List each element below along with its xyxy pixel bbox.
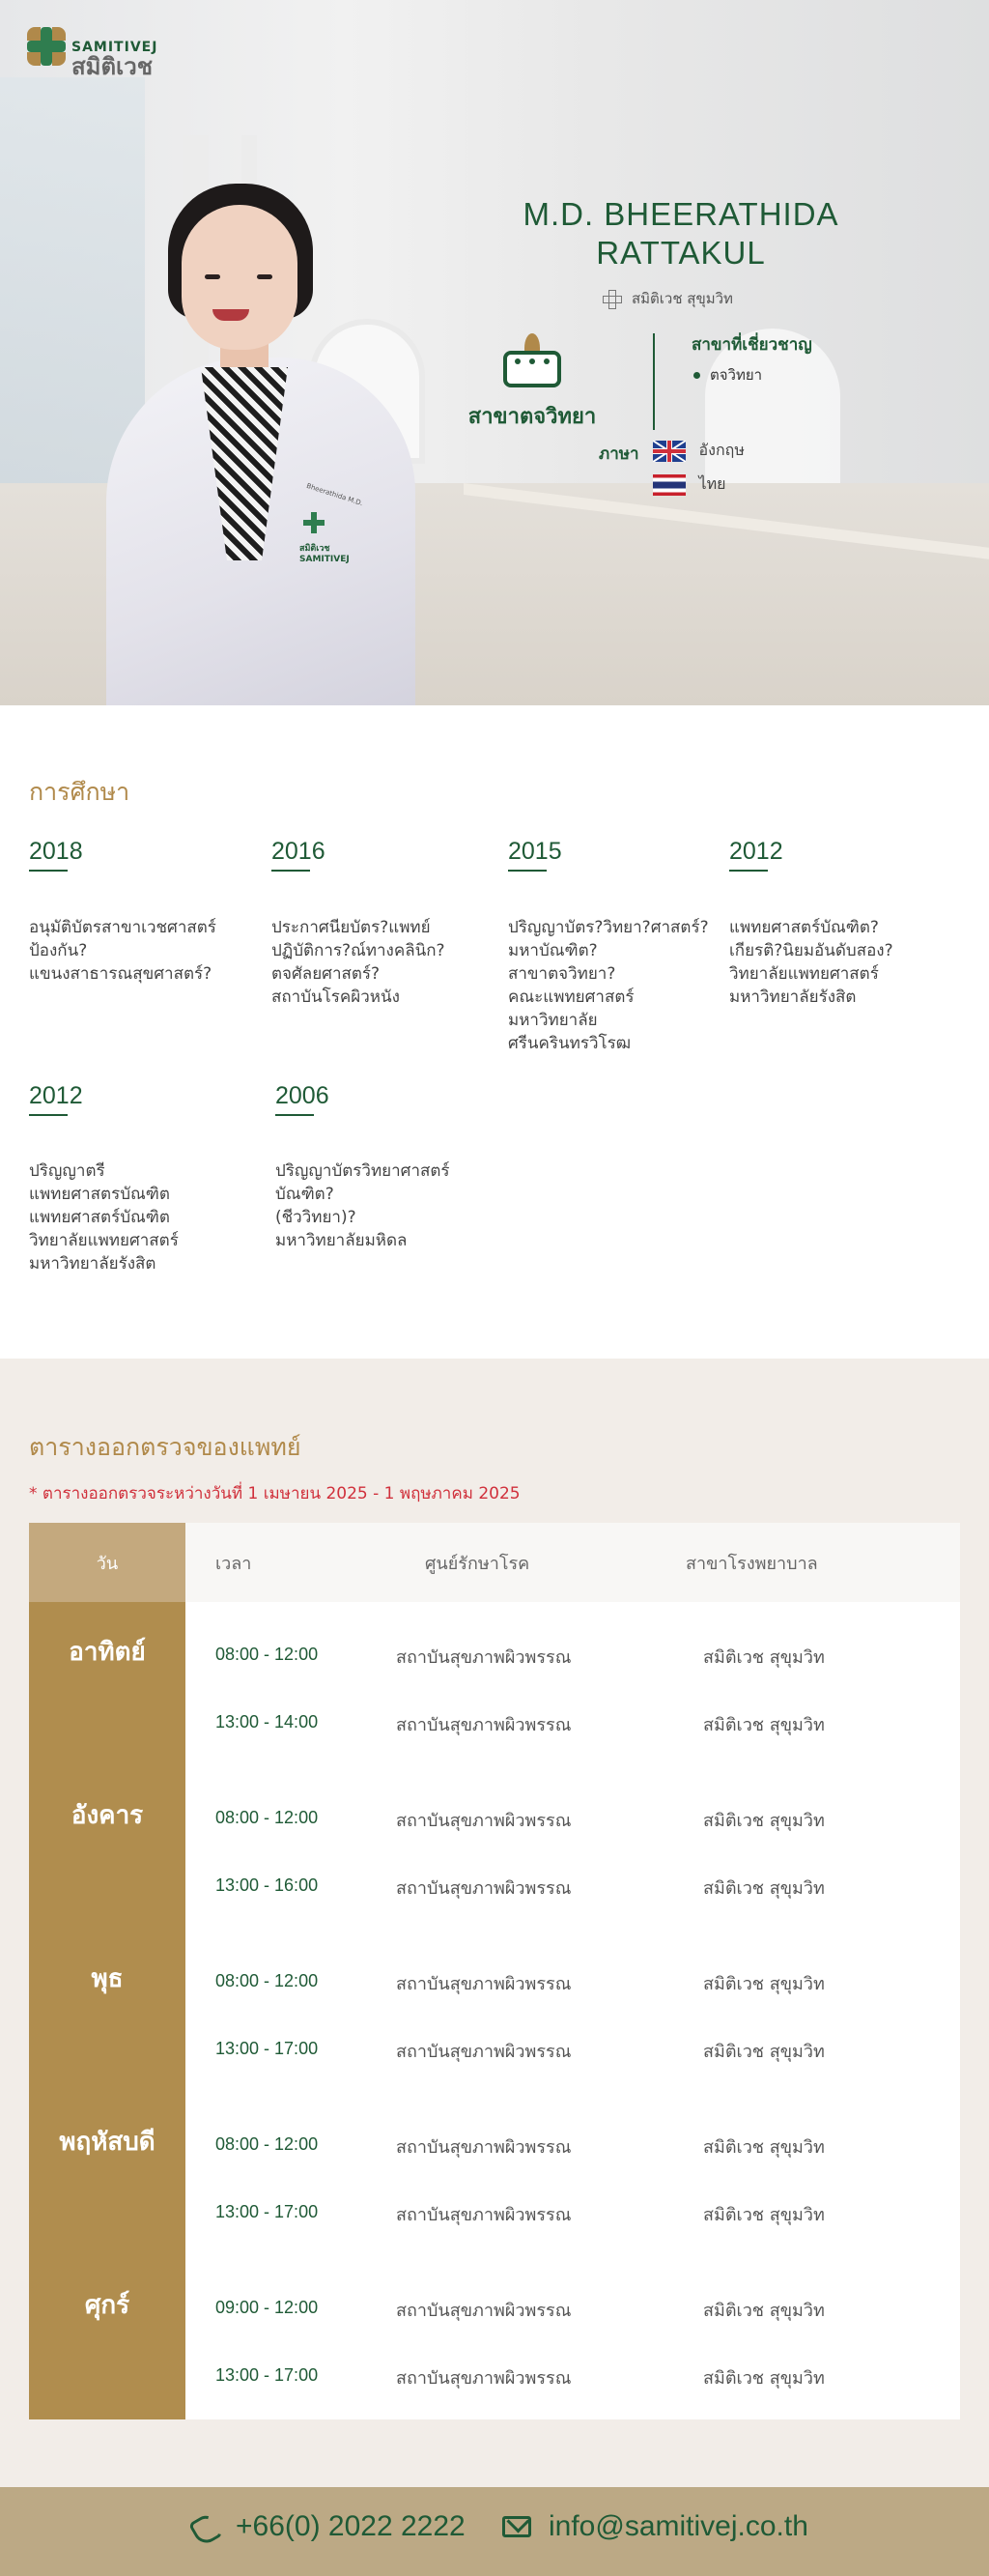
logo-cross-icon xyxy=(27,27,66,66)
phone-link[interactable] xyxy=(189,2510,466,2543)
table-cell-branch: สมิติเวช สุขุมวิท xyxy=(703,2368,825,2389)
education-year: 2012 xyxy=(729,838,783,865)
hero-banner xyxy=(0,0,989,705)
table-cell-time: 13:00 - 17:00 xyxy=(215,2365,319,2385)
day-label: อังคาร xyxy=(71,1801,144,1830)
phone-icon xyxy=(189,2512,218,2541)
specialty-label: สาขาตจวิทยา xyxy=(467,405,597,429)
education-text: ประกาศนียบัตร?แพทย์ ปฏิบัติการ?ณ์ทางคลินิก? ตจศัลยศาสตร์? สถาบันโรคผิวหนัง xyxy=(271,918,445,1007)
table-cell-branch: สมิติเวช สุขุมวิท xyxy=(703,1878,825,1899)
language-thai: ไทย xyxy=(653,472,745,497)
education-text: แพทยศาสตร์บัณฑิต? เกียรติ?นิยมอันดับสอง? วิทยาลัยแพทยศาสตร์ มหาวิทยาลัยรังสิต xyxy=(729,918,893,1007)
table-cell-center: สถาบันสุขภาพผิวพรรณ xyxy=(396,2368,572,2389)
table-cell-time: 13:00 - 16:00 xyxy=(215,1875,319,1895)
header-time: เวลา xyxy=(215,1553,252,1574)
education-year: 2012 xyxy=(29,1082,83,1109)
table-cell-time: 08:00 - 12:00 xyxy=(215,2134,319,2154)
table-cell-branch: สมิติเวช สุขุมวิท xyxy=(703,2205,825,2225)
phone-number: +66(0) 2022 2222 xyxy=(236,2510,466,2542)
education-text: ปริญญาตรี แพทยศาสตรบัณฑิต แพทยศาสตร์บัณฑิต วิทยาลัยแพทยศาสตร์ มหาวิทยาลัยรังสิต xyxy=(29,1161,179,1274)
schedule-title: ตารางออกตรวจของแพทย์ xyxy=(29,1433,301,1461)
table-cell-center: สถาบันสุขภาพผิวพรรณ xyxy=(396,1974,572,1994)
table-cell-branch: สมิติเวช สุขุมวิท xyxy=(703,2301,825,2321)
education-year: 2015 xyxy=(508,838,562,865)
schedule-table xyxy=(29,1523,960,2419)
table-cell-branch: สมิติเวช สุขุมวิท xyxy=(703,1647,825,1668)
table-cell-time: 13:00 - 17:00 xyxy=(215,2039,319,2058)
education-text: ปริญญาบัตรวิทยาศาสตร์ บัณฑิต? (ชีววิทยา)? มหาวิทยาลัยมหิดล xyxy=(275,1161,450,1250)
day-label: พุธ xyxy=(91,1964,124,1993)
specialty-block xyxy=(460,333,605,433)
expertise-item: ตจวิทยา xyxy=(692,363,812,386)
education-year: 2006 xyxy=(275,1082,329,1109)
thai-flag-icon xyxy=(653,474,686,496)
language-label: ภาษา xyxy=(599,444,639,464)
bullet-icon xyxy=(693,372,700,379)
table-cell-center: สถาบันสุขภาพผิวพรรณ xyxy=(396,2042,572,2062)
table-cell-time: 08:00 - 12:00 xyxy=(215,1971,319,1990)
table-cell-center: สถาบันสุขภาพผิวพรรณ xyxy=(396,2137,572,2158)
day-label: พฤหัสบดี xyxy=(59,2128,155,2157)
expertise-title: สาขาที่เชี่ยวชาญ xyxy=(692,335,812,355)
table-cell-time: 08:00 - 12:00 xyxy=(215,1808,319,1827)
expertise-block xyxy=(692,331,812,386)
hospital-branch xyxy=(603,287,733,310)
table-cell-center: สถาบันสุขภาพผิวพรรณ xyxy=(396,1811,572,1831)
languages-block xyxy=(599,439,745,497)
email-address: info@samitivej.co.th xyxy=(549,2510,808,2542)
divider xyxy=(653,333,655,430)
header-day: วัน xyxy=(29,1523,185,1602)
day-label: ศุกร์ xyxy=(84,2291,130,2320)
day-label: อาทิตย์ xyxy=(69,1638,146,1667)
table-cell-branch: สมิติเวช สุขุมวิท xyxy=(703,2042,825,2062)
table-cell-center: สถาบันสุขภาพผิวพรรณ xyxy=(396,1715,572,1735)
table-header xyxy=(29,1523,960,1602)
doctor-name: M.D. BHEERATHIDA RATTAKUL xyxy=(523,196,839,271)
table-cell-branch: สมิติเวช สุขุมวิท xyxy=(703,2137,825,2158)
header-branch: สาขาโรงพยาบาล xyxy=(686,1553,818,1574)
email-link[interactable] xyxy=(502,2510,808,2543)
table-cell-center: สถาบันสุขภาพผิวพรรณ xyxy=(396,1878,572,1899)
hospital-name: สมิติเวช สุขุมวิท xyxy=(632,290,733,307)
coat-name-tag: Bheerathida M.D. xyxy=(305,481,364,508)
education-year: 2016 xyxy=(271,838,325,865)
logo-thai-text: สมิติเวช xyxy=(71,53,154,80)
dermatology-icon xyxy=(503,333,561,389)
table-cell-time: 13:00 - 14:00 xyxy=(215,1712,319,1732)
table-cell-center: สถาบันสุขภาพผิวพรรณ xyxy=(396,1647,572,1668)
table-cell-center: สถาบันสุขภาพผิวพรรณ xyxy=(396,2205,572,2225)
logo-english-text: SAMITIVEJ xyxy=(71,40,158,55)
table-cell-time: 13:00 - 17:00 xyxy=(215,2202,319,2221)
doctor-photo xyxy=(106,184,425,705)
hospital-icon xyxy=(603,290,620,307)
table-cell-time: 09:00 - 12:00 xyxy=(215,2298,319,2317)
education-text: ปริญญาบัตร?วิทยา?ศาสตร์? มหาบัณฑิต? สาขาตจวิทยา? คณะแพทยศาสตร์ มหาวิทยาลัย ศรีนครินทรวิโรฒ xyxy=(508,918,709,1053)
mail-icon xyxy=(502,2516,531,2537)
education-year: 2018 xyxy=(29,838,83,865)
header-center: ศูนย์รักษาโรค xyxy=(425,1553,530,1574)
table-cell-time: 08:00 - 12:00 xyxy=(215,1645,319,1664)
coat-logo-badge: สมิติเวช SAMITIVEJ xyxy=(299,502,357,557)
table-cell-branch: สมิติเวช สุขุมวิท xyxy=(703,1715,825,1735)
table-cell-branch: สมิติเวช สุขุมวิท xyxy=(703,1811,825,1831)
table-cell-branch: สมิติเวช สุขุมวิท xyxy=(703,1974,825,1994)
education-text: อนุมัติบัตรสาขาเวชศาสตร์ ป้องกัน? แขนงสาธารณสุขศาสตร์? xyxy=(29,918,216,984)
contact-footer xyxy=(0,2487,989,2576)
education-title: การศึกษา xyxy=(29,778,130,806)
uk-flag-icon xyxy=(653,441,686,462)
schedule-note: * ตารางออกตรวจระหว่างวันที่ 1 เมษายน 2025 - 1 พฤษภาคม 2025 xyxy=(29,1484,521,1503)
table-cell-center: สถาบันสุขภาพผิวพรรณ xyxy=(396,2301,572,2321)
samitivej-logo[interactable] xyxy=(27,27,158,80)
language-english: อังกฤษ xyxy=(653,439,745,463)
